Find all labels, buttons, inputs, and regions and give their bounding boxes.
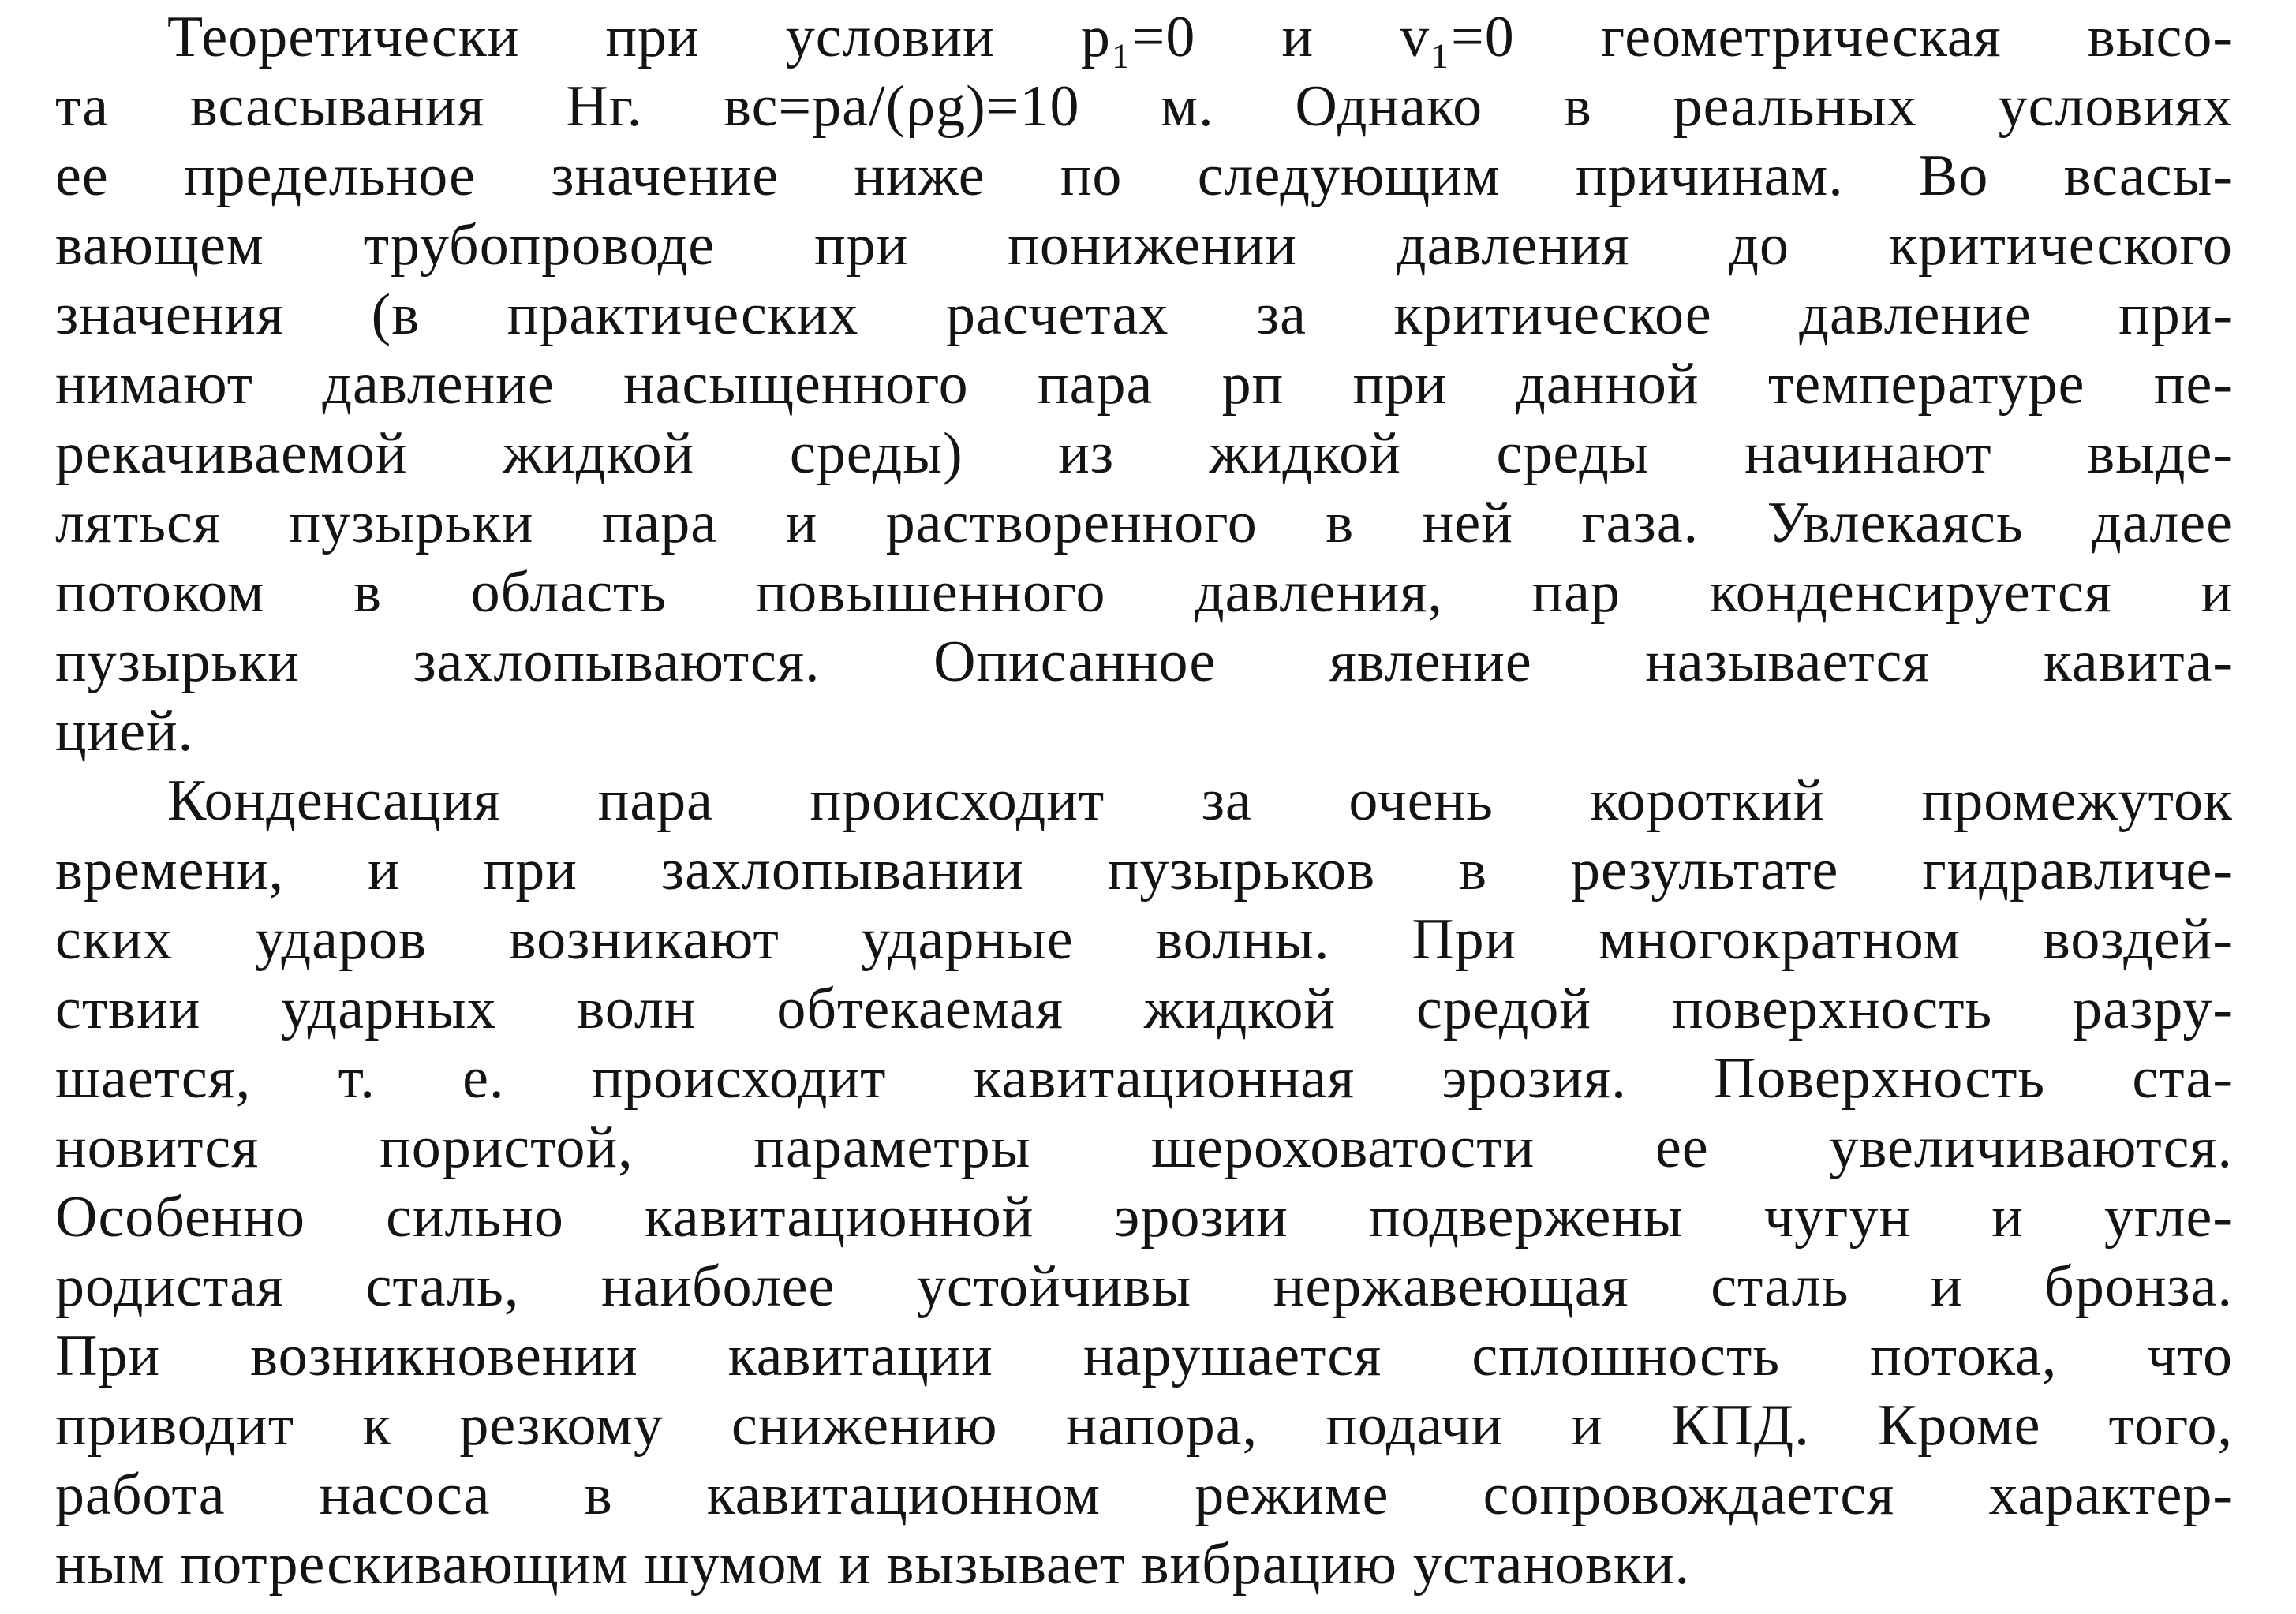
text-line: работа насоса в кавитационном режиме сопровождается характер- xyxy=(55,1463,2233,1527)
text-line: ских ударов возникают ударные волны. При многократном воздей- xyxy=(55,907,2233,972)
text-line: Конденсация пара происходит за очень короткий промежуток xyxy=(167,768,2233,833)
text-line: родистая сталь, наиболее устойчивы нержавеющая сталь и бронза. xyxy=(55,1254,2233,1319)
text-line: та всасывания Hг. вс=pа/(ρg)=10 м. Однако в реальных условиях xyxy=(55,74,2233,139)
text-line: ным потрескивающим шумом и вызывает вибрацию установки. xyxy=(55,1532,1691,1597)
text-line: времени, и при захлопывании пузырьков в результате гидравличе- xyxy=(55,838,2233,902)
text-line: шается, т. е. происходит кавитационная эрозия. Поверхность ста- xyxy=(55,1046,2233,1111)
text-line: новится пористой, параметры шероховатости ее увеличиваются. xyxy=(55,1115,2233,1180)
text-line: приводит к резкому снижению напора, подачи и КПД. Кроме того, xyxy=(55,1393,2233,1458)
text-line: Теоретически при условии p₁=0 и v₁=0 геометрическая высо- xyxy=(167,5,2233,69)
text-line: значения (в практических расчетах за критическое давление при- xyxy=(55,282,2233,347)
text-line: ее предельное значение ниже по следующим причинам. Во всасы- xyxy=(55,144,2233,208)
text-line: При возникновении кавитации нарушается сплошность потока, что xyxy=(55,1324,2233,1388)
text-line: пузырьки захлопываются. Описанное явление называется кавита- xyxy=(55,630,2233,694)
text-line: цией. xyxy=(55,699,194,764)
text-line: вающем трубопроводе при понижении давления до критического xyxy=(55,213,2233,278)
text-line: ствии ударных волн обтекаемая жидкой средой поверхность разру- xyxy=(55,977,2233,1041)
text-line: ляться пузырьки пара и растворенного в ней газа. Увлекаясь далее xyxy=(55,491,2233,555)
text-line: Особенно сильно кавитационной эрозии подвержены чугун и угле- xyxy=(55,1185,2233,1250)
text-line: нимают давление насыщенного пара pп при данной температуре пе- xyxy=(55,352,2233,417)
text-line: рекачиваемой жидкой среды) из жидкой среды начинают выде- xyxy=(55,421,2233,486)
text-line: потоком в область повышенного давления, пар конденсируется и xyxy=(55,560,2233,625)
